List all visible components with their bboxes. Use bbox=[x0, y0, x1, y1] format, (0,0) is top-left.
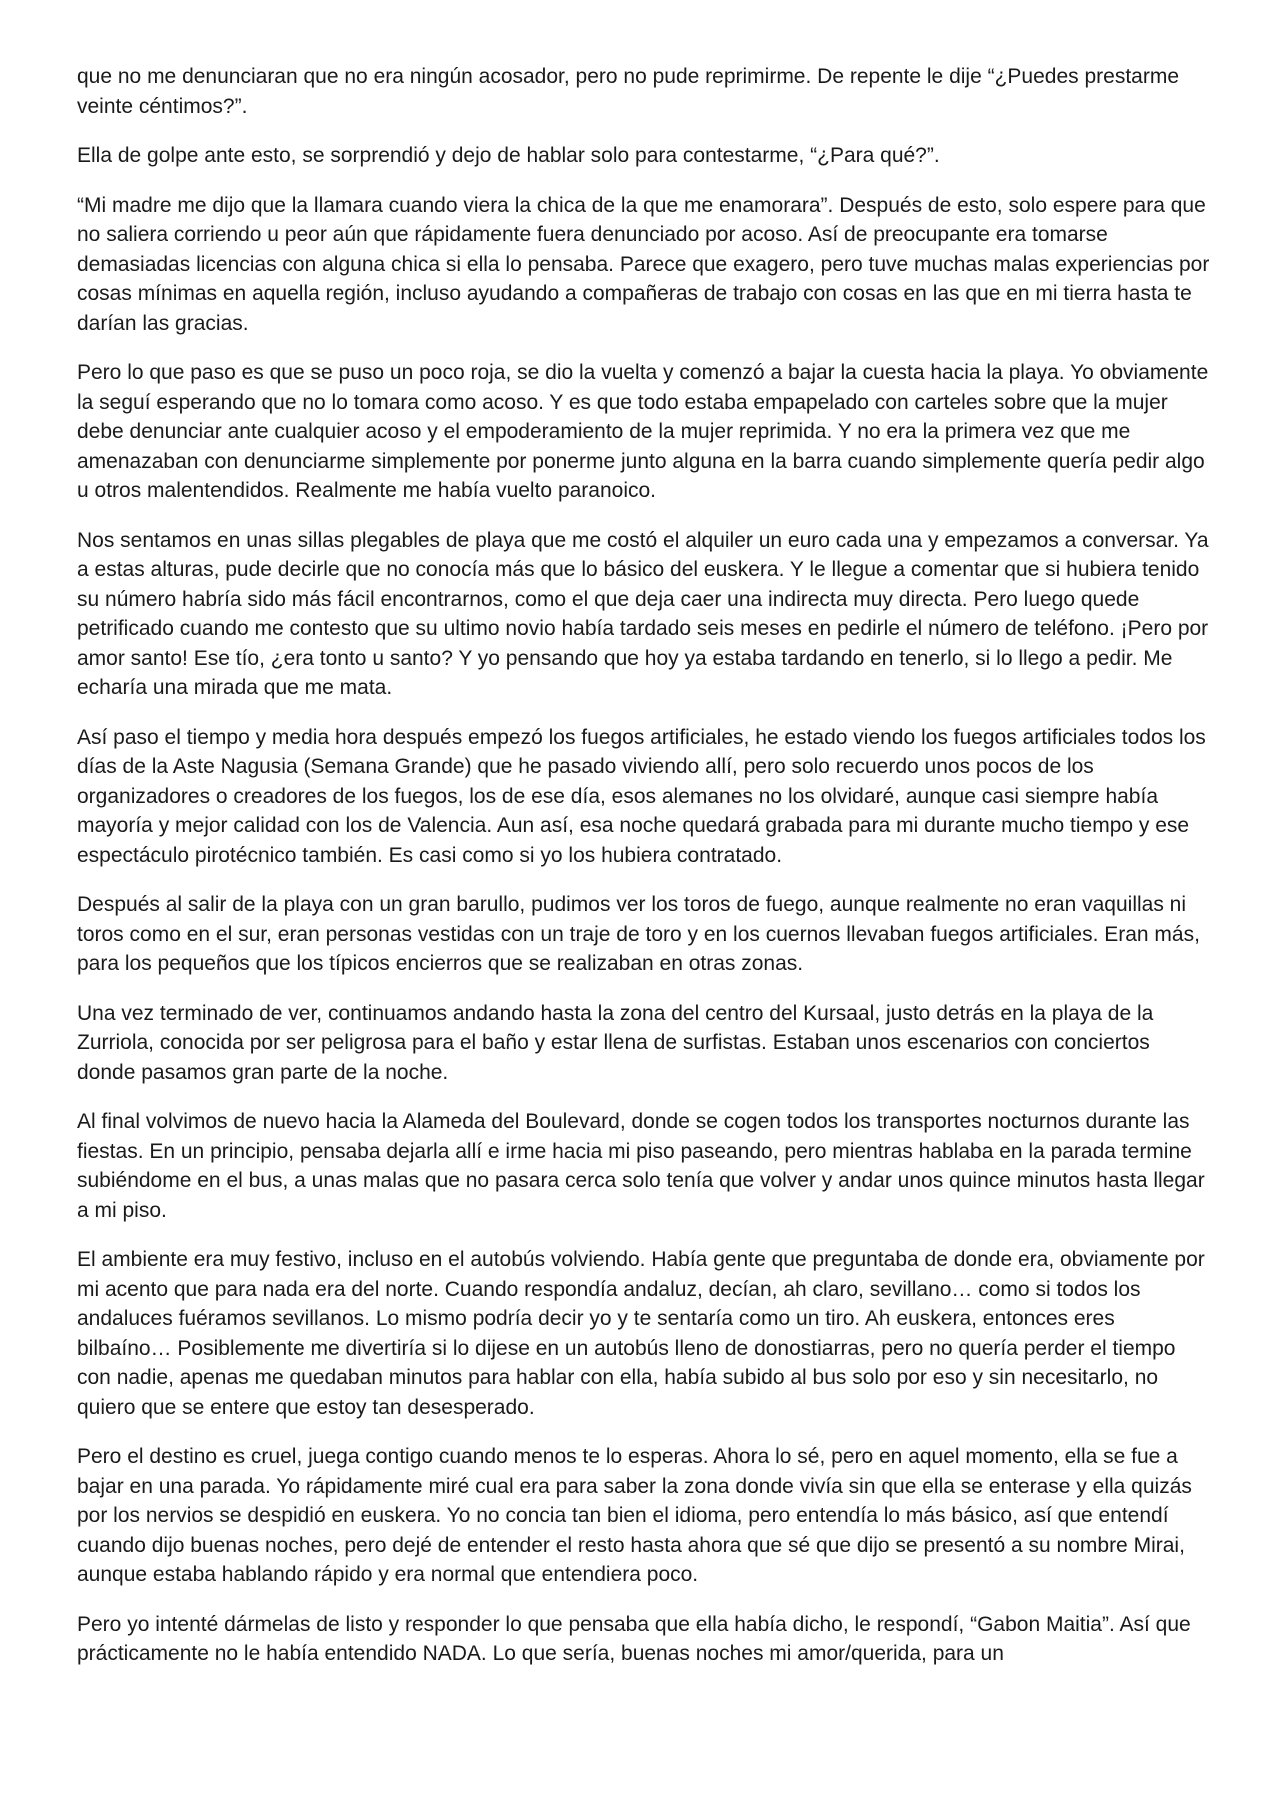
paragraph: El ambiente era muy festivo, incluso en el autobús volviendo. Había gente que preguntaba de donde era, obviamente por mi acento que para nada era del norte. Cuando respondía andaluz, decían, ah claro, sevillano… como si todos los andaluces fuéramos sevillanos. Lo mismo podría decir yo y te sentaría como un tiro. Ah euskera, entonces eres bilbaíno… Posiblemente me divertiría si lo dijese en un autobús lleno de donostiarras, pero no quería perder el tiempo con nadie, apenas me quedaban minutos para hablar con ella, había subido al bus solo por eso y sin necesitarlo, no quiero que se entere que estoy tan desesperado. bbox=[77, 1248, 1205, 1419]
paragraph: Una vez terminado de ver, continuamos andando hasta la zona del centro del Kursaal, justo detrás en la playa de la Zurriola, conocida por ser peligrosa para el baño y estar llena de surfistas. Estaban unos escenarios con conciertos donde pasamos gran parte de la noche. bbox=[77, 1001, 1154, 1084]
document-page bbox=[77, 62, 1212, 1689]
paragraph: Pero lo que paso es que se puso un poco roja, se dio la vuelta y comenzó a bajar la cuesta hacia la playa. Yo obviamente la seguí esperando que no lo tomara como acoso. Y es que todo estaba empapelado con carteles sobre que la mujer debe denunciar ante cualquier acoso y el empoderamiento de la mujer reprimida. Y no era la primera vez que me amenazaban con denunciarme simplemente por ponerme junto alguna en la barra cuando simplemente quería pedir algo u otros malentendidos. Realmente me había vuelto paranoico. bbox=[77, 361, 1209, 502]
paragraph: Pero el destino es cruel, juega contigo cuando menos te lo esperas. Ahora lo sé, pero en aquel momento, ella se fue a bajar en una parada. Yo rápidamente miré cual era para saber la zona donde vivía sin que ella se enterase y ella quizás por los nervios se despidió en euskera. Yo no concia tan bien el idioma, pero entendía lo más básico, así que entendí cuando dijo buenas noches, pero dejé de entender el resto hasta ahora que sé que dijo se presentó a su nombre Mirai, aunque estaba hablando rápido y era normal que entendiera poco. bbox=[77, 1445, 1192, 1586]
paragraph: que no me denunciaran que no era ningún acosador, pero no pude reprimirme. De repente le dije “¿Puedes prestarme veinte céntimos?”. bbox=[77, 65, 1180, 118]
paragraph: Al final volvimos de nuevo hacia la Alameda del Boulevard, donde se cogen todos los transportes nocturnos durante las fiestas. En un principio, pensaba dejarla allí e irme hacia mi piso paseando, pero mientras hablaba en la parada termine subiéndome en el bus, a unas malas que no pasara cerca solo tenía que volver y andar unos quince minutos hasta llegar a mi piso. bbox=[77, 1110, 1205, 1222]
paragraph: Nos sentamos en unas sillas plegables de playa que me costó el alquiler un euro cada una y empezamos a conversar. Ya a estas alturas, pude decirle que no conocía más que lo básico del euskera. Y le llegue a comentar que si hubiera tenido su número habría sido más fácil encontrarnos, como el que deja caer una indirecta muy directa. Pero luego quede petrificado cuando me contesto que su ultimo novio había tardado seis meses en pedirle el número de teléfono. ¡Pero por amor santo! Ese tío, ¿era tonto u santo? Y yo pensando que hoy ya estaba tardando en tenerlo, si lo llego a pedir. Me echaría una mirada que me mata. bbox=[77, 528, 1209, 699]
paragraph: Ella de golpe ante esto, se sorprendió y dejo de hablar solo para contestarme, “¿Para qué?”. bbox=[77, 144, 940, 167]
paragraph: “Mi madre me dijo que la llamara cuando viera la chica de la que me enamorara”. Después de esto, solo espere para que no saliera corriendo u peor aún que rápidamente fuera denunciado por acoso. Así de preocupante era tomarse demasiadas licencias con alguna chica si ella lo pensaba. Parece que exagero, pero tuve muchas malas experiencias por cosas mínimas en aquella región, incluso ayudando a compañeras de trabajo con cosas en las que en mi tierra hasta te darían las gracias. bbox=[77, 193, 1210, 335]
paragraph: Pero yo intenté dármelas de listo y responder lo que pensaba que ella había dicho, le respondí, “Gabon Maitia”. Así que prácticamente no le había entendido NADA. Lo que sería, buenas noches mi amor/querida, para un bbox=[77, 1612, 1191, 1665]
paragraph: Así paso el tiempo y media hora después empezó los fuegos artificiales, he estado viendo los fuegos artificiales todos los días de la Aste Nagusia (Semana Grande) que he pasado viviendo allí, pero solo recuerdo unos pocos de los organizadores o creadores de los fuegos, los de ese día, esos alemanes no los olvidaré, aunque casi siempre había mayoría y mejor calidad con los de Valencia. Aun así, esa noche quedará grabada para mi durante mucho tiempo y ese espectáculo pirotécnico también. Es casi como si yo los hubiera contratado. bbox=[77, 725, 1206, 867]
paragraph: Después al salir de la playa con un gran barullo, pudimos ver los toros de fuego, aunque realmente no eran vaquillas ni toros como en el sur, eran personas vestidas con un traje de toro y en los cuernos llevaban fuegos artificiales. Eran más, para los pequeños que los típicos encierros que se realizaban en otras zonas. bbox=[77, 893, 1200, 975]
